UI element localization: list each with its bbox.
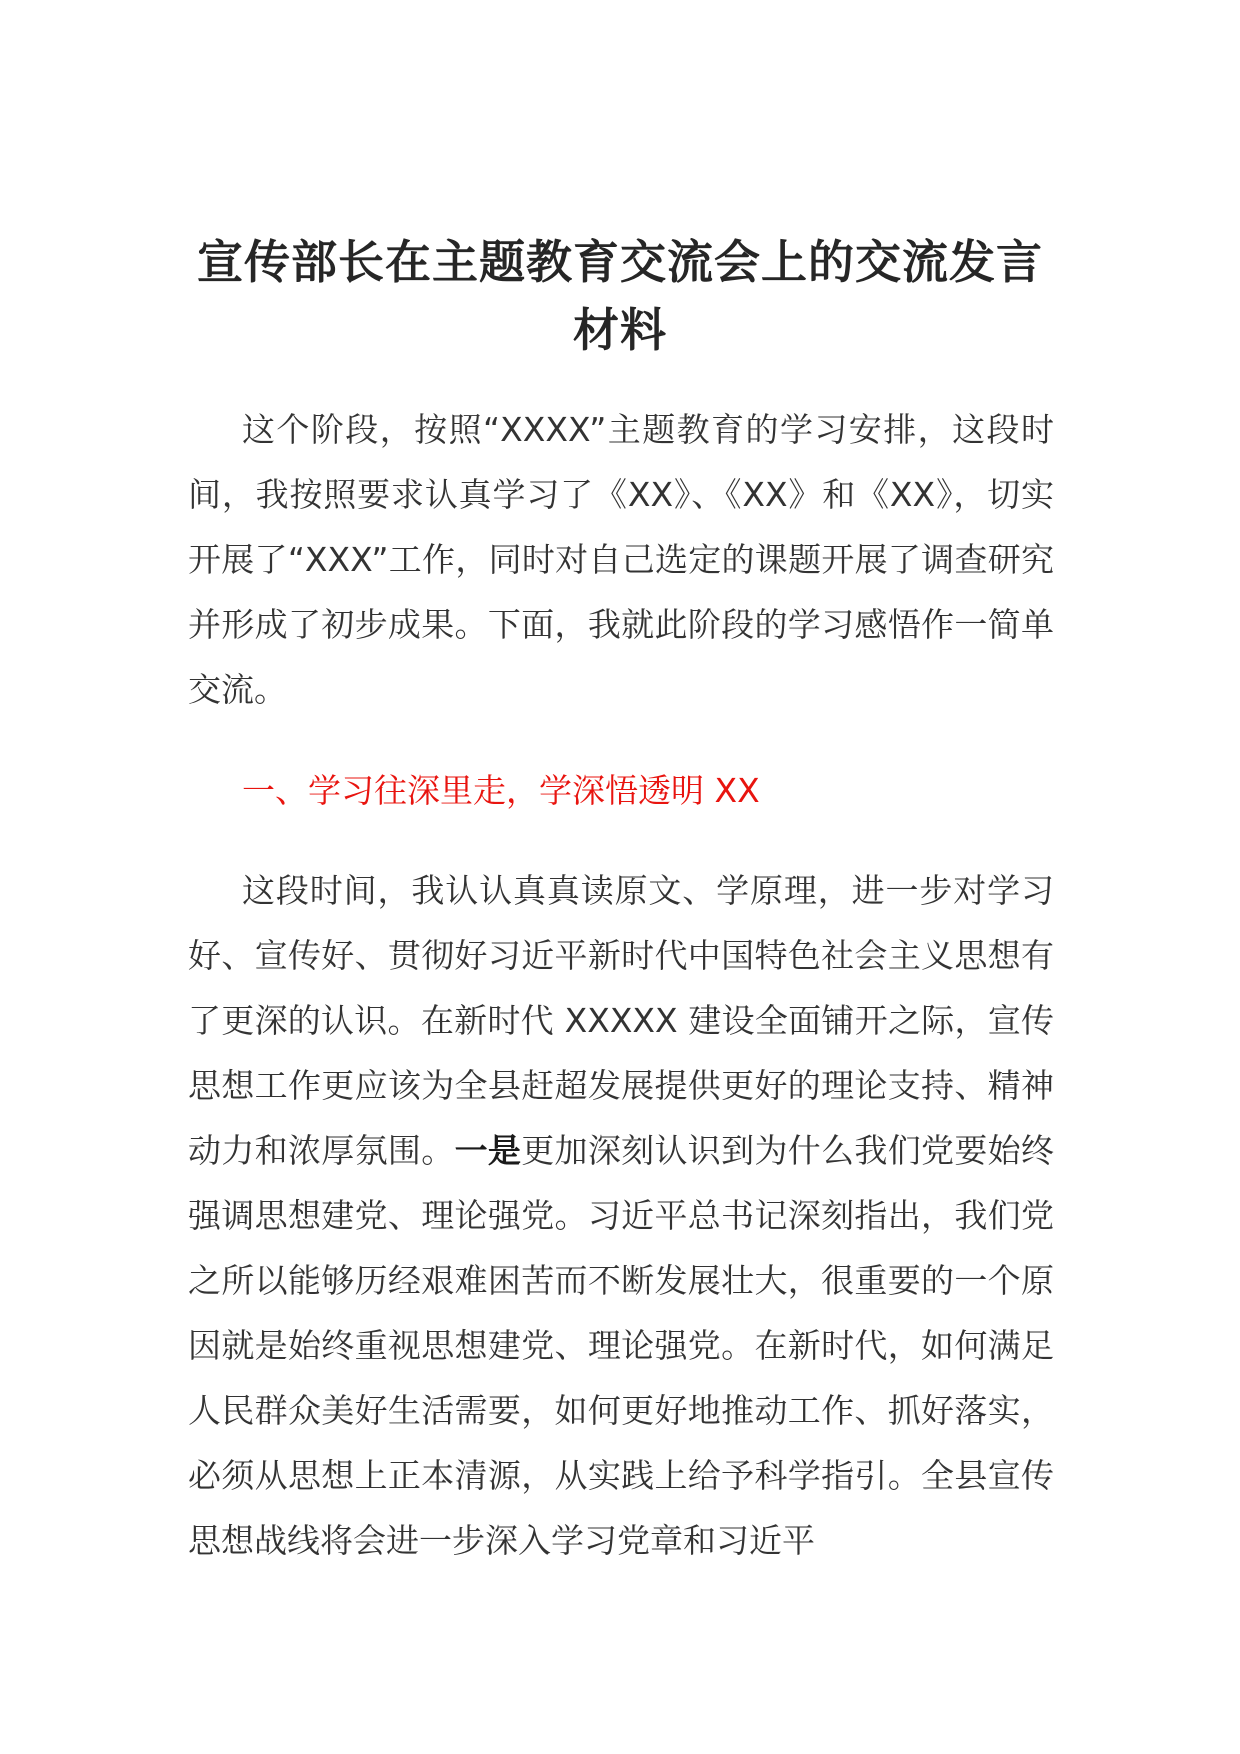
document-title [190, 228, 1050, 364]
title-line-2: 材料 [573, 303, 667, 357]
section-1-text-part2: 更加深刻认识到为什么我们党要始终强调思想建党、理论强党。习近平总书记深刻指出，我们党之所以能够历经艰难困苦而不断发展壮大，很重要的一个原因就是始终重视思想建党、理论强党。在新时代，如何满足人民群众美好生活需要，如何更好地推动工作、抓好落实，必须从思想上正本清源，从实践上给予科学指引。全县宣传思想战线将会进一步深入学习党章和习近平 [188, 1131, 1055, 1560]
section-1-paragraph [188, 858, 1054, 1573]
section-heading-1: 一、学习往深里走，学深悟透明 XX [242, 771, 760, 810]
intro-paragraph: 这个阶段，按照“XXXX”主题教育的学习安排，这段时间，我按照要求认真学习了《XX》、《XX》和《XX》，切实开展了“XXX”工作，同时对自己选定的课题开展了调查研究并形成了初步成果。下面，我就此阶段的学习感悟作一简单交流。 [188, 410, 1054, 709]
section-1-text-part1: 这段时间，我认认真真读原文、学原理，进一步对学习好、宣传好、贯彻好习近平新时代中国特色社会主义思想有了更深的认识。在新时代 XXXXX 建设全面铺开之际，宣传思想工作更应该为全县赶超发展提供更好的理论支持、精神动力和浓厚氛围。 [188, 871, 1054, 1170]
title-line-1: 宣传部长在主题教育交流会上的交流发言 [197, 235, 1043, 289]
emphasis-label: 一是 [454, 1131, 522, 1170]
